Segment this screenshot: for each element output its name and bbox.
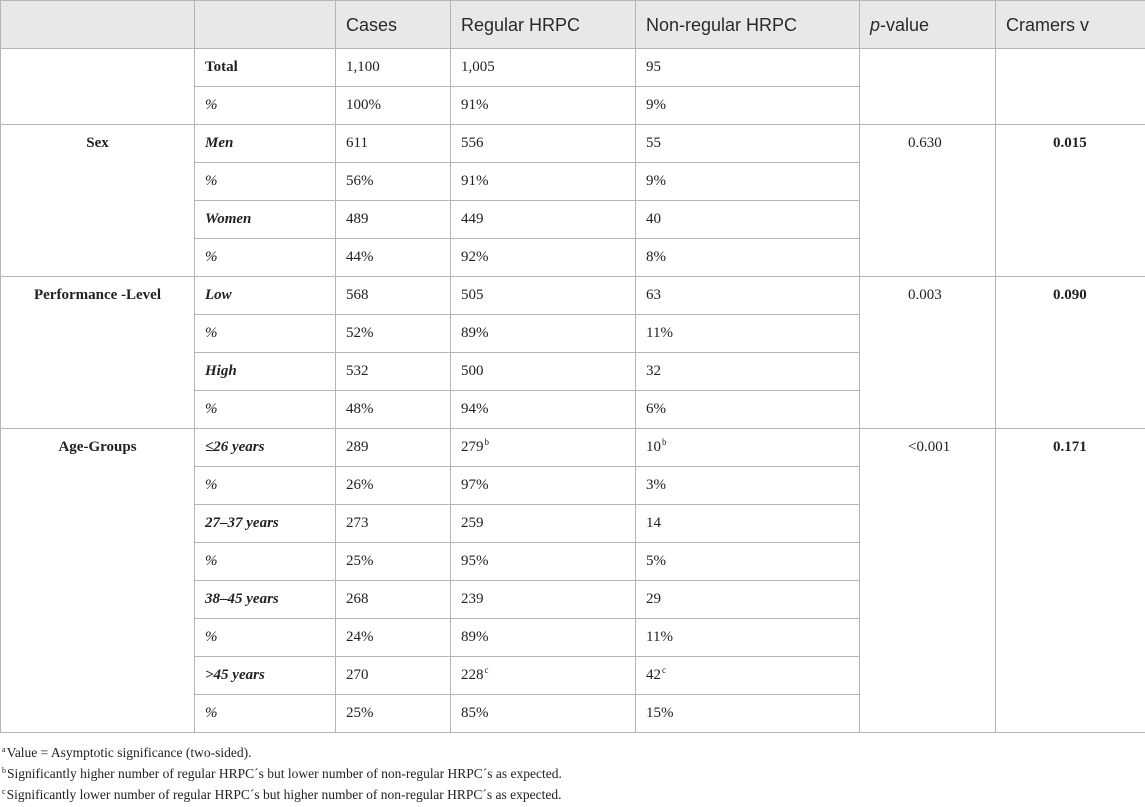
cell-nonregular: 9% (636, 87, 860, 125)
performance-p-value: 0.003 (860, 277, 996, 429)
cell-regular: 259 (451, 505, 636, 543)
row-label: % (195, 239, 336, 277)
performance-cramers-v: 0.090 (996, 277, 1145, 429)
cell-cases: 25% (336, 543, 451, 581)
sex-cramers-v: 0.015 (996, 125, 1145, 277)
cell-regular: 91% (451, 163, 636, 201)
table-row (1, 49, 1145, 87)
header-nonregular-hrpc: Non-regular HRPC (636, 1, 860, 49)
header-p-value (860, 1, 996, 49)
group-sex: Sex (1, 125, 195, 277)
header-p-suffix: -value (880, 14, 930, 35)
cell-cases: 24% (336, 619, 451, 657)
cell-value: 42 (646, 667, 661, 683)
cell-cases: 270 (336, 657, 451, 695)
cell-cases: 273 (336, 505, 451, 543)
cell-value: 228 (461, 667, 484, 683)
footnote-a (0, 742, 562, 763)
cell-nonregular: 32 (636, 353, 860, 391)
row-label: >45 years (195, 657, 336, 695)
group-age-groups: Age-Groups (1, 429, 195, 733)
table-row (1, 429, 1145, 467)
cell-cases: 100% (336, 87, 451, 125)
cell-nonregular: 11% (636, 315, 860, 353)
row-label: 38–45 years (195, 581, 336, 619)
cell-regular: 505 (451, 277, 636, 315)
table-row (1, 125, 1145, 163)
row-label: % (195, 163, 336, 201)
row-label: High (195, 353, 336, 391)
footnote-mark: a (2, 744, 6, 754)
cell-nonregular: 3% (636, 467, 860, 505)
row-label: % (195, 619, 336, 657)
cell-nonregular: 5% (636, 543, 860, 581)
cell-regular (451, 657, 636, 695)
cell-regular: 94% (451, 391, 636, 429)
cell-cases: 48% (336, 391, 451, 429)
group-performance-level: Performance -Level (1, 277, 195, 429)
sex-p-value: 0.630 (860, 125, 996, 277)
cell-nonregular: 14 (636, 505, 860, 543)
row-label: Men (195, 125, 336, 163)
age-cramers-v: 0.171 (996, 429, 1145, 733)
cell-nonregular: 6% (636, 391, 860, 429)
cell-cases: 25% (336, 695, 451, 733)
footnote-c (0, 784, 562, 805)
total-p-cell (860, 49, 996, 125)
footnote-mark: b (662, 437, 667, 447)
header-cases: Cases (336, 1, 451, 49)
cell-nonregular (636, 657, 860, 695)
cell-regular: 91% (451, 87, 636, 125)
cell-regular: 89% (451, 315, 636, 353)
cell-regular: 97% (451, 467, 636, 505)
header-cramers-v: Cramers v (996, 1, 1145, 49)
footnote-text: Value = Asymptotic significance (two-sided). (6, 745, 252, 760)
header-row (1, 1, 1145, 49)
cell-regular: 449 (451, 201, 636, 239)
row-label: % (195, 467, 336, 505)
header-p-italic: p (870, 14, 881, 35)
row-label: % (195, 87, 336, 125)
cell-regular: 1,005 (451, 49, 636, 87)
cell-regular: 92% (451, 239, 636, 277)
cell-regular: 239 (451, 581, 636, 619)
cell-nonregular: 8% (636, 239, 860, 277)
footnote-text: Significantly higher number of regular HRPC´s but lower number of non-regular HRPC´s as expected. (7, 766, 562, 781)
row-label: ≤26 years (195, 429, 336, 467)
footnote-mark: b (484, 437, 489, 447)
row-label: Total (195, 49, 336, 87)
cell-cases: 289 (336, 429, 451, 467)
cell-cases: 611 (336, 125, 451, 163)
cell-cases: 1,100 (336, 49, 451, 87)
cell-nonregular: 63 (636, 277, 860, 315)
total-v-cell (996, 49, 1145, 125)
cell-value: 10 (646, 439, 661, 455)
cell-cases: 26% (336, 467, 451, 505)
cell-cases: 568 (336, 277, 451, 315)
age-p-value: <0.001 (860, 429, 996, 733)
header-regular-hrpc: Regular HRPC (451, 1, 636, 49)
footnote-text: Significantly lower number of regular HRPC´s but higher number of non-regular HRPC´s as expected. (6, 787, 562, 802)
header-empty-1 (1, 1, 195, 49)
footnote-mark: b (2, 765, 6, 775)
table-footnotes (0, 742, 562, 805)
cell-nonregular: 15% (636, 695, 860, 733)
cell-value: 279 (461, 439, 484, 455)
footnote-mark: c (484, 665, 489, 675)
cell-cases: 44% (336, 239, 451, 277)
row-label: % (195, 391, 336, 429)
cell-nonregular: 29 (636, 581, 860, 619)
cell-nonregular: 95 (636, 49, 860, 87)
cell-regular: 95% (451, 543, 636, 581)
header-empty-2 (195, 1, 336, 49)
cell-nonregular (636, 429, 860, 467)
cell-cases: 532 (336, 353, 451, 391)
cell-cases: 52% (336, 315, 451, 353)
row-label: % (195, 695, 336, 733)
cell-nonregular: 11% (636, 619, 860, 657)
row-label: Women (195, 201, 336, 239)
cell-cases: 56% (336, 163, 451, 201)
footnote-b (0, 763, 562, 784)
total-group-cell (1, 49, 195, 125)
cell-nonregular: 55 (636, 125, 860, 163)
cell-nonregular: 9% (636, 163, 860, 201)
row-label: % (195, 543, 336, 581)
footnote-mark: c (662, 665, 666, 675)
cell-cases: 268 (336, 581, 451, 619)
table-row (1, 277, 1145, 315)
row-label: Low (195, 277, 336, 315)
cell-nonregular: 40 (636, 201, 860, 239)
cell-regular: 500 (451, 353, 636, 391)
cell-cases: 489 (336, 201, 451, 239)
row-label: % (195, 315, 336, 353)
cell-regular: 556 (451, 125, 636, 163)
footnote-mark: c (2, 786, 6, 796)
cell-regular (451, 429, 636, 467)
row-label: 27–37 years (195, 505, 336, 543)
cell-regular: 85% (451, 695, 636, 733)
cell-regular: 89% (451, 619, 636, 657)
